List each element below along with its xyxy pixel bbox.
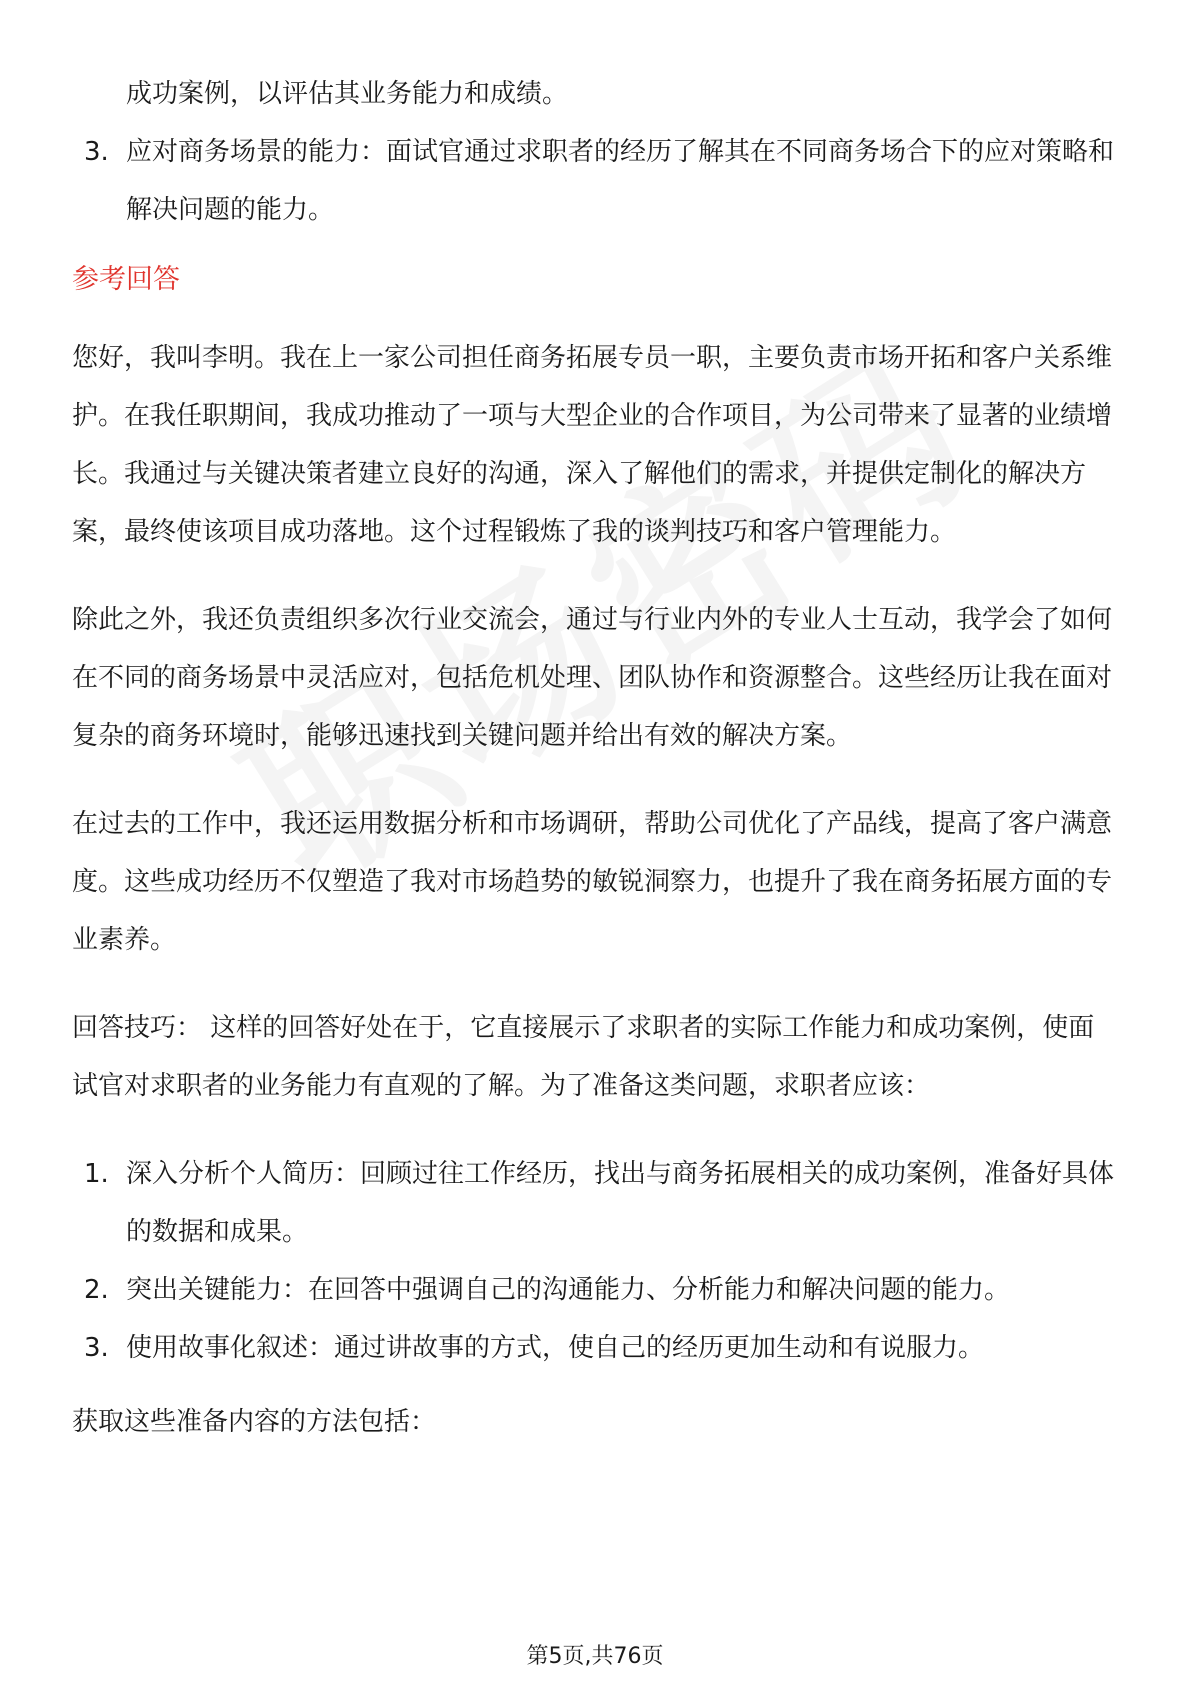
answer-tips: 回答技巧： 这样的回答好处在于，它直接展示了求职者的实际工作能力和成功案例，使面试官对求职者的业务能力有直观的了解。为了准备这类问题，求职者应该： [72, 1013, 1095, 1101]
answer-paragraph-1: 您好，我叫李明。我在上一家公司担任商务拓展专员一职，主要负责市场开拓和客户关系维护。在我任职期间，我成功推动了一项与大型企业的合作项目，为公司带来了显著的业绩增长。我通过与关键决策者建立良好的沟通，深入了解他们的需求，并提供定制化的解决方案，最终使该项目成功落地。这个过程锻炼了我的谈判技巧和客户管理能力。 [72, 343, 1113, 547]
answer-paragraph-3: 在过去的工作中，我还运用数据分析和市场调研，帮助公司优化了产品线，提高了客户满意度。这些成功经历不仅塑造了我对市场趋势的敏锐洞察力，也提升了我在商务拓展方面的专业素养。 [72, 809, 1113, 955]
closing-line: 获取这些准备内容的方法包括： [72, 1407, 437, 1437]
intro-list [72, 123, 1117, 239]
list-number: 1. [84, 1159, 109, 1189]
section-title: 参考回答 [72, 264, 180, 295]
list-number: 3. [84, 1333, 109, 1363]
answer-paragraph-2: 除此之外，我还负责组织多次行业交流会，通过与行业内外的专业人士互动，我学会了如何在不同的商务场景中灵活应对，包括危机处理、团队协作和资源整合。这些经历让我在面对复杂的商务环境时，能够迅速找到关键问题并给出有效的解决方案。 [72, 605, 1113, 751]
list-item [72, 1319, 1117, 1377]
list-item-text: 突出关键能力：在回答中强调自己的沟通能力、分析能力和解决问题的能力。 [126, 1275, 1011, 1305]
list-number: 3. [84, 137, 109, 167]
list-item-text: 使用故事化叙述：通过讲故事的方式，使自己的经历更加生动和有说服力。 [126, 1333, 985, 1363]
page-number: 第5页,共76页 [526, 1644, 664, 1669]
list-item-text: 深入分析个人简历：回顾过往工作经历，找出与商务拓展相关的成功案例，准备好具体的数据和成果。 [126, 1159, 1115, 1247]
list-item [72, 1261, 1117, 1319]
list-item-continuation: 成功案例，以评估其业务能力和成绩。 [126, 79, 569, 109]
tips-list [72, 1145, 1117, 1377]
page-content [72, 65, 1117, 1451]
list-number: 2. [84, 1275, 109, 1305]
list-item-text: 应对商务场景的能力：面试官通过求职者的经历了解其在不同商务场合下的应对策略和解决问题的能力。 [126, 137, 1115, 225]
list-item [72, 1145, 1117, 1261]
list-item [72, 123, 1117, 239]
